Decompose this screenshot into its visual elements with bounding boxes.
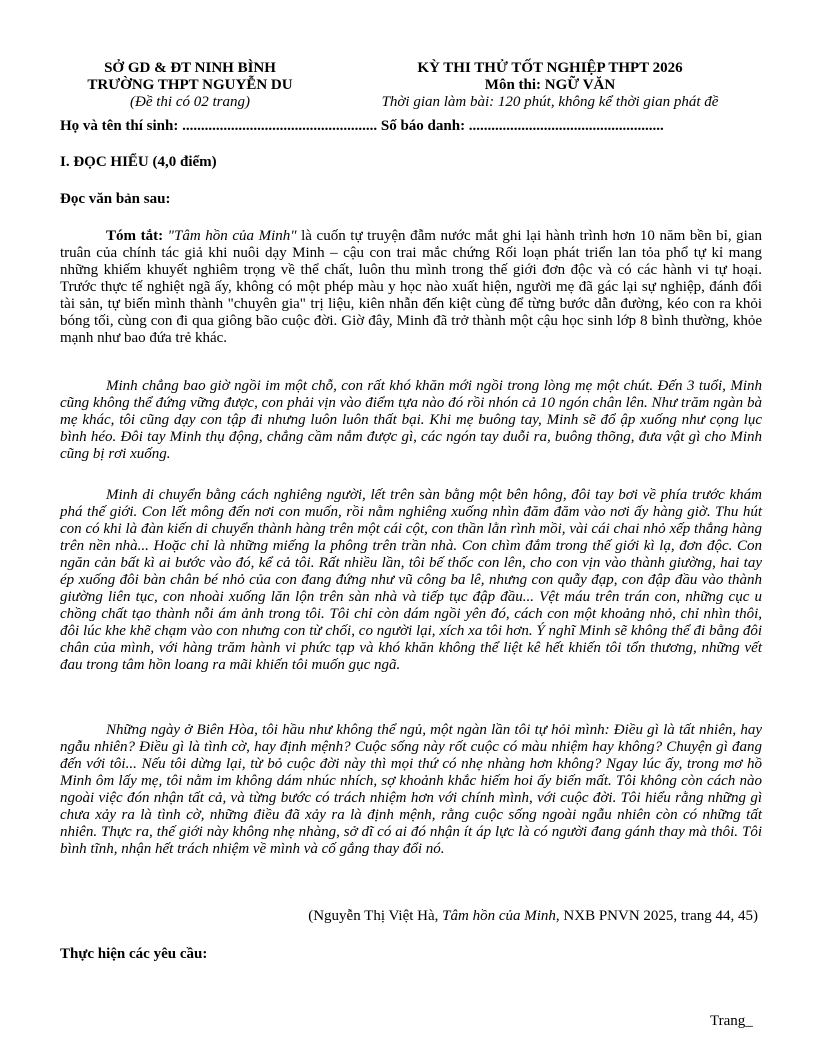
section-title: I. ĐỌC HIỂU (4,0 điểm)	[60, 154, 217, 170]
page-footer: Trang_	[710, 1013, 753, 1029]
page-count-note: (Đề thi có 02 trang)	[130, 94, 250, 110]
candidate-info-line: Họ và tên thí sinh: .................................................... Số báo danh: ....................................................	[60, 118, 664, 134]
citation-author: (Nguyễn Thị Việt Hà,	[308, 908, 443, 924]
summary-paragraph	[60, 228, 762, 347]
passage-paragraph-1-text: Minh chẳng bao giờ ngồi im một chỗ, con rất khó khăn mới ngồi trong lòng mẹ một chút. Đến 3 tuổi, Minh cũng không thể đứng vững được, con phải vịn vào điểm tựa nào đó rồi nhón cả 10 ngón chân lên. Như trăm ngàn bà mẹ khác, tôi cũng dạy con tập đi nhưng luôn luôn thất bại. Khi mẹ buông tay, Minh sẽ đổ ập xuống như cọng lục bình héo. Đôi tay Minh thụ động, chẳng cầm nắm được gì, các ngón tay duỗi ra, buông thõng, đưa vật gì cho Minh cũng bị rơi xuống.	[60, 378, 762, 462]
passage-paragraph-1	[60, 378, 762, 463]
citation-publisher: , NXB PNVN 2025, trang 44, 45)	[555, 908, 758, 924]
citation-book-title: Tâm hồn của Minh	[442, 908, 556, 924]
header-right	[330, 60, 770, 111]
exam-title: KỲ THI THỬ TỐT NGHIỆP THPT 2026	[417, 60, 683, 76]
reading-instruction: Đọc văn bản sau:	[60, 191, 171, 207]
school-name: TRƯỜNG THPT NGUYỄN DU	[87, 77, 293, 93]
source-citation	[308, 907, 758, 925]
summary-text: là cuốn tự truyện đẫm nước mắt ghi lại hành trình hơn 10 năm bền bỉ, gian truân của chính tác giả khi nuôi dạy Minh – cậu con trai mắc chứng Rối loạn phát triển lan tỏa phổ tự kỉ mang những khiếm khuyết nghiêm trọng về thể chất, luôn thu mình trong thế giới đơn độc và có các hành vi tự hoại. Trước thực tế nghiệt ngã ấy, không có một phép màu y học nào xuất hiện, người mẹ đã gác lại sự nghiệp, đánh đổi tài sản, tự biến mình thành "chuyên gia" trị liệu, kiên nhẫn đến kiệt cùng để từng bước dẫn đường, kéo con ra khỏi bóng tối, cùng con đi qua giông bão cuộc đời. Giờ đây, Minh đã trở thành một cậu học sinh lớp 8 bình thường, khỏe mạnh như bao đứa trẻ khác.	[60, 228, 762, 346]
summary-label: Tóm tắt:	[106, 228, 164, 244]
department-name: SỞ GD & ĐT NINH BÌNH	[104, 60, 276, 76]
passage-paragraph-3	[60, 722, 762, 858]
passage-paragraph-2-text: Minh di chuyển bằng cách nghiêng người, lết trên sàn bằng một bên hông, đôi tay bơi về phía trước khám phá thế giới. Con lết mông đến nơi con muốn, rồi nằm nghiêng xuống nhìn đăm đăm vào nơi ấy hàng giờ. Thu hút con có khi là đàn kiến di chuyển thành hàng trên một cái cột, con thần lằn rình mồi, vài cái chai nhỏ xếp thẳng hàng trên nền nhà... Hoặc chỉ là những miếng la phông trên trần nhà. Con chìm đắm trong thế giới kì lạ, đơn độc. Con ngăn cản bất kì ai bước vào đó, kể cả tôi. Rất nhiều lần, tôi bế thốc con lên, cho con vịn vào thành giường, hai tay ép xuống đôi bàn chân bé nhỏ của con đang đứng như vũ công ba lê, nhưng con quẫy đạp, con đập đầu vào thành giường liên tục, con nhoài xuống lăn lộn trên sàn nhà và tiếp tục đập đầu... Vệt máu trên trán con, những cục u chồng chất tạo thành nỗi ám ảnh trong tôi. Tôi chỉ còn dám ngồi yên đó, cách con một khoảng nhỏ, chỉ nhìn thôi, đôi lúc khe khẽ chạm vào con nhưng con từ chối, co người lại, xích xa tôi hơn. Ý nghĩ Minh sẽ không thể đi bằng đôi chân của mình, với hàng trăm hành vi phức tạp và khó khăn không thể liệt kê hết khiến tôi tổn thương, những vết đau trong tâm hồn loang ra mãi khiến tôi muốn gục ngã.	[60, 487, 762, 673]
time-allowed: Thời gian làm bài: 120 phút, không kể thời gian phát đề	[381, 94, 719, 110]
summary-book-title: "Tâm hồn của Minh"	[167, 228, 297, 244]
requirements-heading: Thực hiện các yêu cầu:	[60, 946, 208, 962]
subject-name: Môn thi: NGỮ VĂN	[484, 77, 616, 93]
passage-paragraph-3-text: Những ngày ở Biên Hòa, tôi hầu như không thể ngủ, một ngàn lần tôi tự hỏi mình: Điều gì là tất nhiên, hay ngẫu nhiên? Điều gì là tình cờ, hay định mệnh? Cuộc sống này rốt cuộc có màu nhiệm hay không? Chuyện gì đang đến với tôi... Nếu tôi dừng lại, từ bỏ cuộc đời này thì mọi thứ có nhẹ nhàng hơn không? Ngay lúc ấy, trong mơ hồ Minh ôm lấy mẹ, tôi nằm im không dám nhúc nhích, sợ khoảnh khắc hiếm hoi ấy biến mất. Tôi không còn cách nào ngoài việc đón nhận tất cả, và từng bước có trách nhiệm hơn với chính mình, với cuộc đời. Tôi hiểu rằng những gì chưa xảy ra là tình cờ, những điều đã xảy ra là định mệnh, rằng cuộc sống ngoài ngẫu nhiên còn có những tất nhiên. Thực ra, thế giới này không nhẹ nhàng, sở dĩ có ai đó nhận ít áp lực là có người đang gánh thay mà thôi. Tôi bình tĩnh, nhận hết trách nhiệm về mình và cố gắng thay đổi nó.	[60, 722, 762, 857]
header-left	[60, 60, 320, 111]
passage-paragraph-2	[60, 487, 762, 674]
